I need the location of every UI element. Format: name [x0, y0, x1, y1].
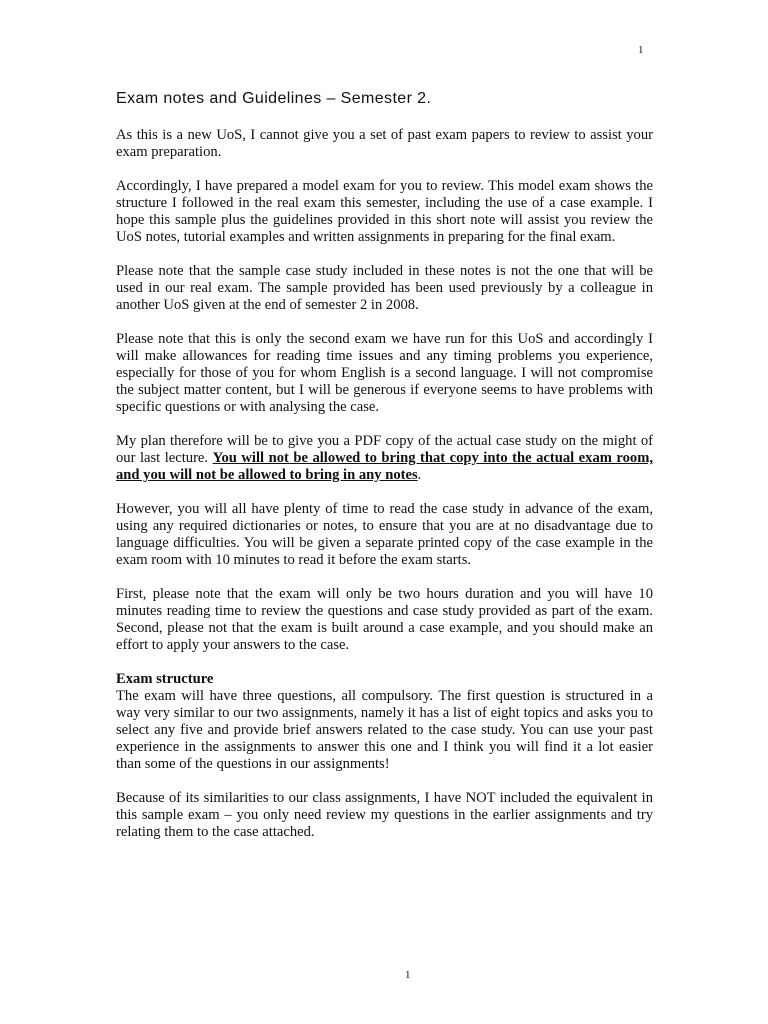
- exam-structure-body: The exam will have three questions, all compulsory. The first question is structured in a way very similar to our two assignments, namely it has a list of eight topics and asks you to select any five and provide brief answers related to the case study. You can use your past experience in the assignments to answer this one and I think you will find it a lot easier than some of the questions in our assignments!: [116, 688, 653, 772]
- paragraph-reading-time: However, you will all have plenty of time to read the case study in advance of the exam, using any required dictionaries or notes, to ensure that you are at no disadvantage due to language difficulties. You will be given a separate printed copy of the case example in the exam room with 10 minutes to read it before the exam starts.: [116, 501, 653, 568]
- plan-tail-text: .: [417, 467, 422, 483]
- paragraph-duration: First, please note that the exam will only be two hours duration and you will have 10 minutes reading time to review the questions and case study provided as part of the exam. Second, please not that the exam is built around a case example, and you should make an effort to apply your answers to the case.: [116, 586, 653, 653]
- document-body: [116, 88, 653, 858]
- paragraph-sample-case: Please note that the sample case study included in these notes is not the one that will be used in our real exam. The sample provided has been used previously by a colleague in another UoS given at the end of semester 2 in 2008.: [116, 263, 653, 313]
- section-heading: Exam structure: [116, 671, 214, 687]
- page-number-bottom: 1: [405, 969, 411, 981]
- plan-emphasis-text: You will not be allowed to bring that copy into the actual exam room, and you will not be allowed to bring in any notes: [116, 450, 654, 483]
- section-exam-structure: [116, 671, 653, 773]
- paragraph-model-exam: Accordingly, I have prepared a model exam for you to review. This model exam shows the structure I followed in the real exam this semester, including the use of a case example. I hope this sample plus the guidelines provided in this short note will assist you review the UoS notes, tutorial examples and written assignments in preparing for the final exam.: [116, 178, 653, 245]
- plan-lead-text: My plan therefore will be to give you a PDF copy of the actual case study on the might of our last lecture.: [116, 433, 653, 466]
- paragraph-plan: [116, 433, 653, 484]
- paragraph-intro: As this is a new UoS, I cannot give you a set of past exam papers to review to assist your exam preparation.: [116, 127, 653, 160]
- document-title: Exam notes and Guidelines – Semester 2.: [116, 90, 432, 107]
- page-number-top: 1: [638, 44, 644, 56]
- paragraph-final: Because of its similarities to our class assignments, I have NOT included the equivalent in this sample exam – you only need review my questions in the earlier assignments and try relating them to the case attached.: [116, 790, 653, 840]
- paragraph-allowances: Please note that this is only the second exam we have run for this UoS and accordingly I will make allowances for reading time issues and any timing problems you experience, especially for those of you for whom English is a second language. I will not compromise the subject matter content, but I will be generous if everyone seems to have problems with specific questions or with analysing the case.: [116, 331, 653, 415]
